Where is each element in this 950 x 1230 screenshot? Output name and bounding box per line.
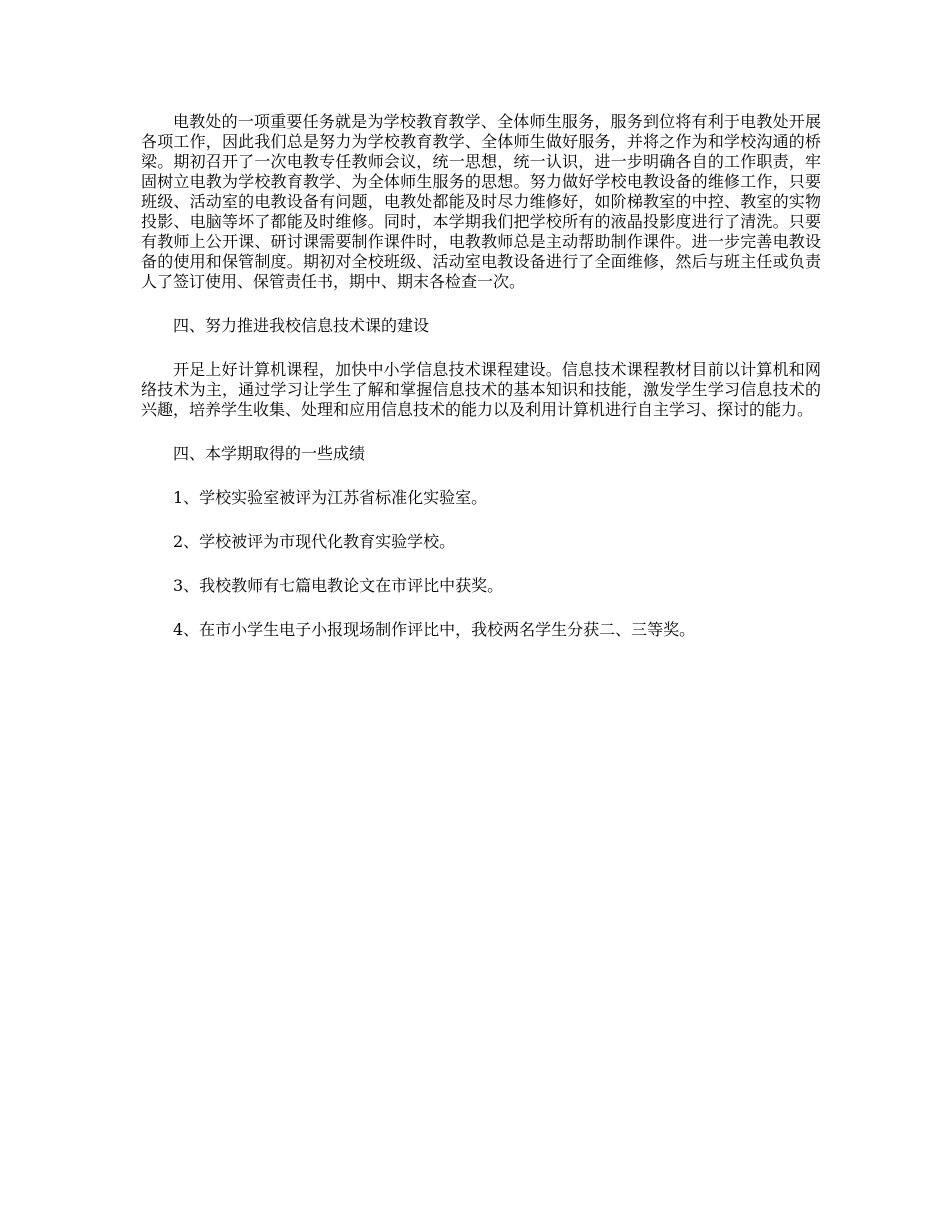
section-heading-achievements: 四、本学期取得的一些成绩 <box>173 444 366 463</box>
achievement-item-3: 3、我校教师有七篇电教论文在市评比中获奖。 <box>173 576 504 595</box>
document-page <box>141 112 821 664</box>
paragraph-service-work: 电教处的一项重要任务就是为学校教育教学、全体师生服务，服务到位将有利于电教处开展各项工作，因此我们总是努力为学校教育教学、全体师生做好服务，并将之作为和学校沟通的桥梁。期初召开了一次电教专任教师会议，统一思想，统一认识，进一步明确各自的工作职责，牢固树立电教为学校教育教学、为全体师生服务的思想。努力做好学校电教设备的维修工作，只要班级、活动室的电教设备有问题，电教处都能及时尽力维修好，如阶梯教室的中控、教室的实物投影、电脑等坏了都能及时维修。同时，本学期我们把学校所有的液晶投影度进行了清洗。只要有教师上公开课、研讨课需要制作课件时，电教教师总是主动帮助制作课件。进一步完善电教设备的使用和保管制度。期初对全校班级、活动室电教设备进行了全面维修，然后与班主任或负责人了签订使用、保管责任书，期中、期末各检查一次。 <box>141 112 821 291</box>
achievement-item-4: 4、在市小学生电子小报现场制作评比中，我校两名学生分获二、三等奖。 <box>173 620 696 639</box>
paragraph-it-course: 开足上好计算机课程，加快中小学信息技术课程建设。信息技术课程教材目前以计算机和网络技术为主，通过学习让学生了解和掌握信息技术的基本知识和技能，激发学生学习信息技术的兴趣，培养学生收集、处理和应用信息技术的能力以及利用计算机进行自主学习、探讨的能力。 <box>141 360 821 419</box>
achievement-item-2: 2、学校被评为市现代化教育实验学校。 <box>173 532 456 551</box>
section-heading-it-course: 四、努力推进我校信息技术课的建设 <box>173 316 430 335</box>
achievement-item-1: 1、学校实验室被评为江苏省标准化实验室。 <box>173 488 488 507</box>
